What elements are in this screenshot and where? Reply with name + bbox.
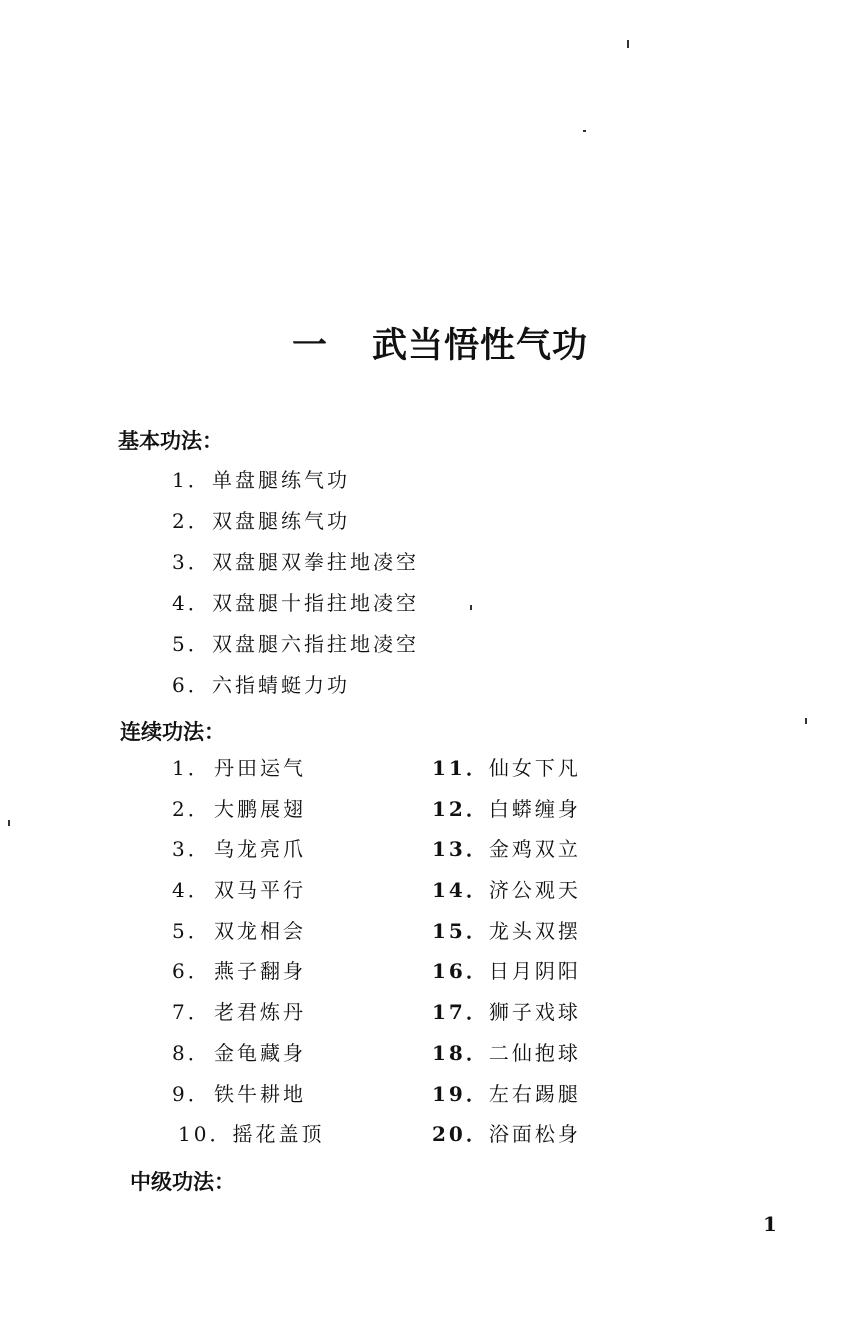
item-number: 8． [172,1040,211,1065]
item-number: 20． [432,1122,489,1147]
list-item [172,748,324,789]
item-number: 1． [172,756,211,780]
item-text: 日月阴阳 [488,959,581,984]
continuous-method-list-left [172,748,324,1155]
item-text: 双盘腿六指拄地凌空 [212,632,419,656]
list-item [172,1033,324,1074]
item-text: 龙头双摆 [488,918,581,943]
list-item [172,870,324,911]
item-text: 单盘腿练气功 [212,468,350,492]
list-item [432,748,581,789]
list-item [172,992,324,1033]
continuous-method-list-right [432,748,581,1155]
item-number: 7． [172,1000,211,1025]
scan-speck [627,40,629,48]
list-item [432,992,581,1033]
section-heading-basic: 基本功法： [118,429,223,453]
chapter-number: 一 [292,326,329,366]
item-text: 二仙抱球 [488,1040,581,1065]
item-text: 金鸡双立 [488,837,581,862]
list-item [172,624,419,665]
list-item [172,829,324,870]
item-text: 摇花盖顶 [232,1122,325,1147]
list-item [172,665,419,706]
item-text: 左右踢腿 [488,1081,581,1106]
item-number: 5． [172,918,211,943]
item-text: 仙女下凡 [488,756,581,780]
basic-method-list [172,460,419,706]
item-number: 9． [172,1081,211,1106]
item-text: 丹田运气 [214,756,306,780]
item-text: 大鹏展翅 [214,796,306,821]
item-text: 老君炼丹 [214,1000,306,1025]
item-number: 2． [172,796,211,821]
list-item [172,1114,324,1155]
list-item [432,1033,581,1074]
list-item [432,1074,581,1115]
list-item [432,870,581,911]
list-item [432,829,581,870]
item-number: 4． [172,878,211,903]
item-number: 14． [432,878,489,903]
item-number: 10． [178,1122,233,1147]
item-number: 5． [172,632,211,656]
item-number: 15． [432,918,489,943]
list-item [172,501,419,542]
section-heading-intermediate: 中级功法： [130,1170,235,1194]
item-text: 金龟藏身 [214,1040,306,1065]
item-number: 12． [432,796,489,821]
item-number: 2． [172,509,211,533]
list-item [172,951,324,992]
item-text: 铁牛耕地 [214,1081,306,1106]
item-number: 3． [172,837,211,862]
item-text: 双盘腿双拳拄地凌空 [212,550,419,574]
list-item [432,1114,581,1155]
scan-speck [583,130,586,132]
item-number: 6． [172,673,211,697]
item-text: 白蟒缠身 [488,796,581,821]
item-text: 双盘腿练气功 [212,509,350,533]
item-text: 狮子戏球 [488,1000,581,1025]
item-number: 4． [172,591,211,615]
item-text: 乌龙亮爪 [214,837,306,862]
item-text: 双盘腿十指拄地凌空 [212,591,419,615]
item-number: 1． [172,468,211,492]
item-number: 6． [172,959,211,984]
item-text: 双马平行 [214,878,306,903]
list-item [172,542,419,583]
list-item [172,583,419,624]
list-item [172,460,419,501]
item-text: 济公观天 [488,878,581,903]
item-text: 燕子翻身 [214,959,306,984]
page-number: 1 [763,1212,777,1236]
chapter-title-text: 武当悟性气功 [372,326,589,366]
item-number: 16． [432,959,489,984]
item-number: 3． [172,550,211,574]
chapter-title [292,318,588,368]
item-text: 浴面松身 [488,1122,581,1147]
scan-speck [470,605,472,610]
item-number: 18． [432,1040,489,1065]
item-text: 双龙相会 [214,918,306,943]
list-item [432,911,581,952]
scan-speck [805,718,807,724]
list-item [172,1074,324,1115]
item-number: 17． [432,1000,489,1025]
list-item [172,911,324,952]
item-number: 11． [432,756,489,780]
list-item [172,789,324,830]
list-item [432,789,581,830]
item-text: 六指蜻蜓力功 [212,673,350,697]
list-item [432,951,581,992]
scan-speck [8,820,10,826]
section-heading-continuous: 连续功法： [120,720,225,744]
item-number: 19． [432,1081,489,1106]
item-number: 13． [432,837,489,862]
